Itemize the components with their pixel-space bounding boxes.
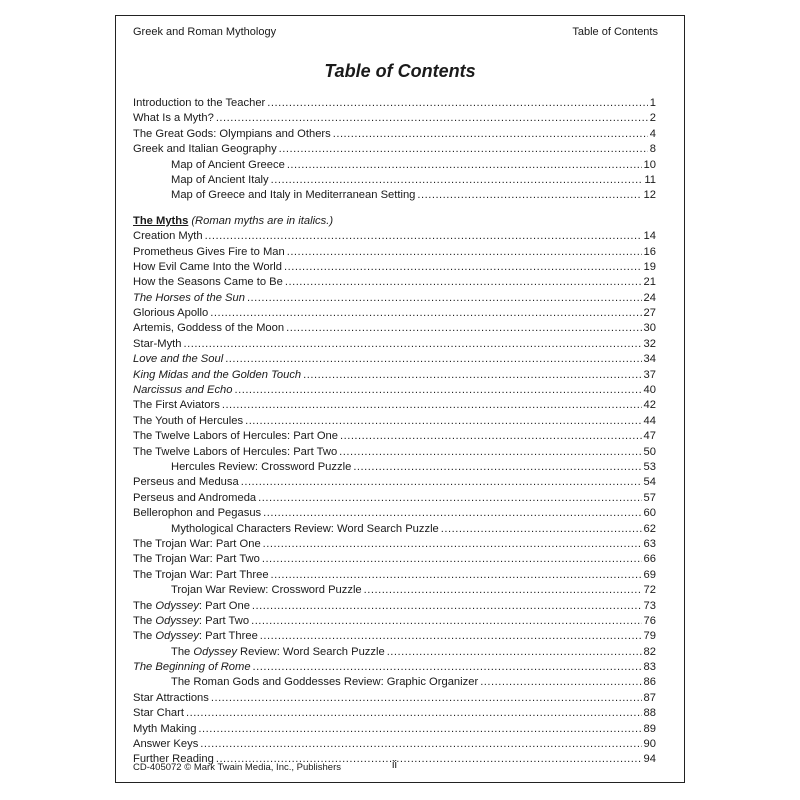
toc-entry-page: 88 <box>643 707 656 720</box>
page-number: ii <box>392 759 397 771</box>
toc-entry-page: 37 <box>643 368 656 381</box>
toc-entry-label: The Great Gods: Olympians and Others <box>133 127 331 140</box>
toc-entry <box>133 111 656 126</box>
toc-entry <box>133 245 656 260</box>
section-note: (Roman myths are in italics.) <box>191 214 334 227</box>
toc-entry <box>133 537 656 552</box>
running-header-section: Table of Contents <box>572 26 658 38</box>
running-header-book-title: Greek and Roman Mythology <box>133 26 277 38</box>
dot-leader <box>225 352 641 367</box>
toc-entry <box>133 614 656 629</box>
toc-entry-page: 89 <box>643 722 656 735</box>
toc-entry-label: Further Reading <box>133 753 214 766</box>
toc-entry <box>133 229 656 244</box>
toc-entry-label: Narcissus and Echo <box>133 384 233 397</box>
toc-entry-page: 86 <box>643 676 656 689</box>
toc-entry <box>133 188 656 203</box>
dot-leader <box>441 522 642 537</box>
toc-entry <box>133 460 656 475</box>
toc-entry-page: 4 <box>649 127 656 140</box>
toc-entry <box>133 552 656 567</box>
toc-entry <box>133 398 656 413</box>
dot-leader <box>387 645 642 660</box>
dot-leader <box>216 111 648 126</box>
dot-leader <box>251 614 641 629</box>
table-of-contents <box>133 96 656 768</box>
toc-entry <box>133 568 656 583</box>
toc-entry-page: 11 <box>644 173 656 186</box>
toc-entry-label: Myth Making <box>133 722 197 735</box>
toc-entry-page: 62 <box>643 522 656 535</box>
toc-entry-page: 12 <box>643 189 656 202</box>
dot-leader <box>241 475 642 490</box>
toc-entry-page: 44 <box>643 414 656 427</box>
dot-leader <box>184 337 642 352</box>
toc-entry-page: 50 <box>643 445 656 458</box>
toc-entry-label: The Odyssey: Part Three <box>133 630 258 643</box>
toc-entry-page: 16 <box>643 245 656 258</box>
toc-entry-label: The Twelve Labors of Hercules: Part Two <box>133 445 338 458</box>
toc-entry-page: 14 <box>643 230 656 243</box>
footer-credit: CD-405072 © Mark Twain Media, Inc., Publishers <box>133 762 341 773</box>
toc-entry <box>133 722 656 737</box>
dot-leader <box>253 660 642 675</box>
toc-entry-label: The Youth of Hercules <box>133 414 244 427</box>
toc-entry-label: Perseus and Medusa <box>133 476 239 489</box>
dot-leader <box>211 691 642 706</box>
toc-entry <box>133 352 656 367</box>
toc-entry <box>133 706 656 721</box>
toc-entry-label: Artemis, Goddess of the Moon <box>133 322 285 335</box>
toc-entry-page: 87 <box>643 691 656 704</box>
toc-entry <box>133 429 656 444</box>
toc-entry-page: 42 <box>643 399 656 412</box>
dot-leader <box>200 737 641 752</box>
toc-entry-label: Map of Ancient Italy <box>171 173 269 186</box>
toc-entry-page: 30 <box>643 322 656 335</box>
toc-entry-label: Greek and Italian Geography <box>133 143 277 156</box>
toc-entry-label: How the Seasons Came to Be <box>133 276 283 289</box>
dot-leader <box>417 188 641 203</box>
toc-entry <box>133 158 656 173</box>
dot-leader <box>263 537 642 552</box>
toc-entry <box>133 660 656 675</box>
toc-entry-label: The Horses of the Sun <box>133 291 245 304</box>
dot-leader <box>286 321 641 336</box>
dot-leader <box>222 398 642 413</box>
toc-entry <box>133 737 656 752</box>
toc-entry-page: 47 <box>643 430 656 443</box>
dot-leader <box>198 722 641 737</box>
dot-leader <box>287 245 642 260</box>
toc-entry-label: Introduction to the Teacher <box>133 97 266 109</box>
toc-entry-page: 72 <box>643 584 656 597</box>
toc-entry-page: 2 <box>649 112 656 125</box>
dot-leader <box>339 445 641 460</box>
toc-entry-label: What Is a Myth? <box>133 112 214 125</box>
dot-leader <box>252 599 642 614</box>
toc-entry-page: 94 <box>643 753 656 766</box>
toc-entry-page: 73 <box>643 599 656 612</box>
toc-entry-label: Perseus and Andromeda <box>133 491 257 504</box>
dot-leader <box>333 127 648 142</box>
toc-entry-label: Map of Greece and Italy in Mediterranean Setting <box>171 189 416 202</box>
toc-entry <box>133 96 656 111</box>
toc-entry-label: King Midas and the Golden Touch <box>133 368 302 381</box>
toc-entry <box>133 691 656 706</box>
toc-entry <box>133 645 656 660</box>
toc-entry <box>133 475 656 490</box>
toc-entry-page: 90 <box>643 738 656 751</box>
toc-entry-page: 40 <box>643 384 656 397</box>
dot-leader <box>285 275 642 290</box>
toc-entry-label: Bellerophon and Pegasus <box>133 507 262 520</box>
toc-entry-label: Prometheus Gives Fire to Man <box>133 245 285 258</box>
toc-entry <box>133 383 656 398</box>
toc-entry <box>133 321 656 336</box>
toc-entry <box>133 445 656 460</box>
dot-leader <box>263 506 641 521</box>
dot-leader <box>235 383 642 398</box>
dot-leader <box>340 429 642 444</box>
toc-entry <box>133 368 656 383</box>
toc-entry-label: The Twelve Labors of Hercules: Part One <box>133 430 338 443</box>
dot-leader <box>480 675 641 690</box>
toc-entry-label: Star Attractions <box>133 691 209 704</box>
page-title: Table of Contents <box>324 61 476 81</box>
toc-entry <box>133 675 656 690</box>
dot-leader <box>284 260 642 275</box>
toc-entry-page: 32 <box>643 337 656 350</box>
toc-entry-page: 54 <box>643 476 656 489</box>
toc-entry-page: 76 <box>643 614 656 627</box>
toc-entry-label: Trojan War Review: Crossword Puzzle <box>171 584 362 597</box>
toc-entry-page: 1 <box>649 97 656 109</box>
toc-entry-label: The Trojan War: Part Three <box>133 568 269 581</box>
toc-entry-label: The Odyssey: Part Two <box>133 614 250 627</box>
toc-entry <box>133 583 656 598</box>
toc-entry-page: 83 <box>643 661 656 674</box>
toc-entry-page: 53 <box>643 460 656 473</box>
toc-entry-page: 8 <box>649 143 656 156</box>
toc-entry-page: 66 <box>643 553 656 566</box>
toc-entry-page: 21 <box>643 276 656 289</box>
dot-leader <box>353 460 641 475</box>
toc-entry-label: The Roman Gods and Goddesses Review: Graphic Organizer <box>171 676 479 689</box>
toc-entry-page: 19 <box>643 260 656 273</box>
toc-entry <box>133 491 656 506</box>
toc-entry-page: 69 <box>643 568 656 581</box>
toc-entry-page: 63 <box>643 537 656 550</box>
toc-entry-label: How Evil Came Into the World <box>133 260 283 273</box>
dot-leader <box>262 552 642 567</box>
toc-entry <box>133 506 656 521</box>
toc-entry-label: Love and the Soul <box>133 353 224 366</box>
dot-leader <box>247 291 642 306</box>
toc-entry-label: Star-Myth <box>133 337 182 350</box>
toc-entry <box>133 629 656 644</box>
toc-entry <box>133 414 656 429</box>
toc-entry-page: 24 <box>643 291 656 304</box>
toc-entry <box>133 260 656 275</box>
toc-entry <box>133 142 656 157</box>
dot-leader <box>258 491 641 506</box>
dot-leader <box>260 629 642 644</box>
toc-entry <box>133 337 656 352</box>
toc-entry-label: The Beginning of Rome <box>133 661 251 674</box>
dot-leader <box>279 142 648 157</box>
toc-entry <box>133 127 656 142</box>
dot-leader <box>271 173 643 188</box>
myths-list <box>133 229 656 768</box>
dot-leader <box>186 706 642 721</box>
toc-entry <box>133 173 656 188</box>
toc-entry-label: The Odyssey: Part One <box>133 599 250 612</box>
toc-entry-label: Star Chart <box>133 707 184 720</box>
toc-entry-label: Map of Ancient Greece <box>171 158 285 171</box>
dot-leader <box>364 583 642 598</box>
toc-entry-page: 82 <box>643 645 656 658</box>
toc-entry-label: The Trojan War: Part One <box>133 537 261 550</box>
toc-entry-page: 57 <box>643 491 656 504</box>
toc-entry <box>133 291 656 306</box>
toc-entry-label: Answer Keys <box>133 738 199 751</box>
toc-entry-label: Mythological Characters Review: Word Search Puzzle <box>171 522 439 535</box>
toc-entry-label: The Trojan War: Part Two <box>133 553 260 566</box>
section-heading <box>133 214 656 229</box>
toc-entry-label: Glorious Apollo <box>133 307 209 320</box>
toc-entry <box>133 275 656 290</box>
toc-entry-page: 27 <box>643 307 656 320</box>
dot-leader <box>205 229 642 244</box>
front-matter-list <box>133 96 656 204</box>
toc-entry-label: The First Aviators <box>133 399 220 412</box>
toc-entry <box>133 306 656 321</box>
toc-entry-label: Creation Myth <box>133 230 203 243</box>
section-title: The Myths <box>133 214 189 227</box>
dot-leader <box>245 414 641 429</box>
toc-entry-page: 34 <box>643 353 656 366</box>
dot-leader <box>267 96 648 111</box>
toc-entry-page: 79 <box>643 630 656 643</box>
toc-entry-label: The Odyssey Review: Word Search Puzzle <box>171 645 385 658</box>
toc-entry <box>133 522 656 537</box>
dot-leader <box>271 568 642 583</box>
toc-entry-page: 60 <box>643 507 656 520</box>
toc-entry-label: Hercules Review: Crossword Puzzle <box>171 460 352 473</box>
dot-leader <box>303 368 641 383</box>
toc-entry-page: 10 <box>643 158 656 171</box>
dot-leader <box>210 306 641 321</box>
dot-leader <box>287 158 642 173</box>
toc-entry <box>133 599 656 614</box>
